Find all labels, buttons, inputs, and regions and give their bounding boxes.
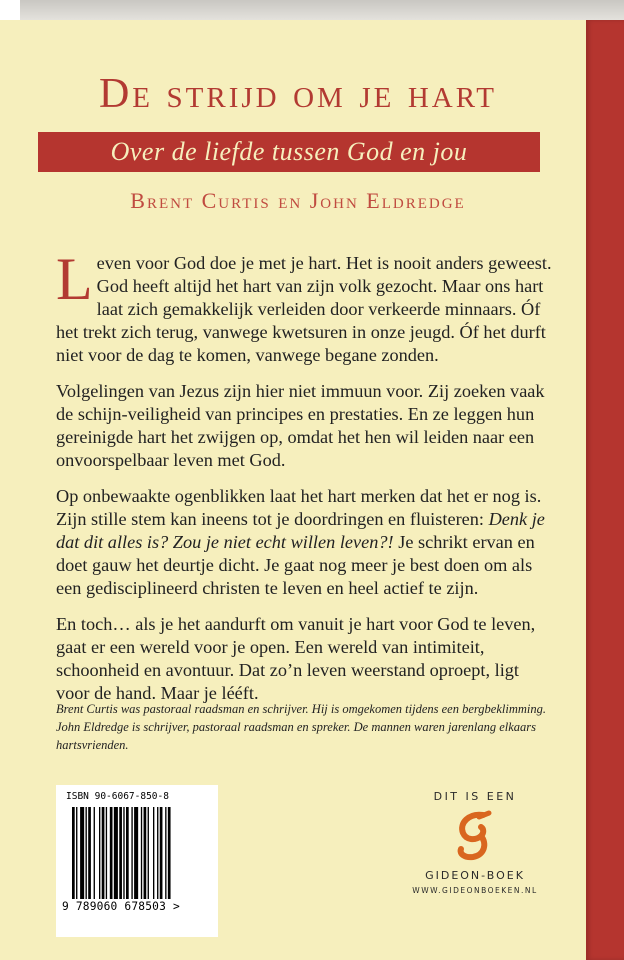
blurb-paragraph-1-text: even voor God doe je met je hart. Het is nooit anders geweest. God heeft altijd het hart van zijn volk gezocht. Maar ons hart laat zich gemakkelijk verleiden door verkeerde minnaars. Óf het trekt zich terug, vanwege kwetsuren in onze jeugd. Óf het durft niet voor de dag te komen, vanwege begane zonden.: [56, 253, 552, 365]
blurb-paragraph-3-quote: Denk je dat dit alles is? Zou je niet echt willen leven?!: [56, 509, 545, 552]
blurb-paragraph-3-end: Je schrikt ervan en doet gauw het deurtje dicht. Je gaat nog meer je best doen om als een gedisciplineerd christen te leven en heel actief te zijn.: [56, 532, 535, 598]
blurb-text: [56, 246, 552, 718]
page-edge: [20, 0, 624, 22]
publisher-name: GIDEON-BOEK: [425, 869, 525, 882]
blurb-paragraph-4: En toch… als je het aandurft om vanuit je hart voor God te leven, gaat er een wereld voor je open. Een wereld van intimiteit, schoonheid en avontuur. Dat zo’n leven weerstand oproept, ligt voor de hand. Maar je lééft.: [56, 614, 536, 703]
blurb-paragraph-3: [56, 485, 552, 600]
publisher-url: WWW.GIDEONBOEKEN.NL: [412, 886, 538, 895]
author-bio: Brent Curtis was pastoraal raadsman en schrijver. Hij is omgekomen tijdens een bergbeklimming. John Eldredge is schrijver, pastoraal raadsman en spreker. De mannen waren jarenlang elkaars hartsvrienden.: [56, 702, 547, 752]
book-title: De strijd om je hart: [98, 71, 498, 117]
gideon-g-logo-icon: [451, 809, 499, 865]
book-back-cover: [0, 20, 624, 960]
ean-number: 9 789060 678503 >: [62, 900, 180, 913]
blurb-paragraph-2: Volgelingen van Jezus zijn hier niet immuun voor. Zij zoeken vaak de schijn-veiligheid van principes en prestaties. En ze leggen hun gereinigde hart het zwijgen op, omdat het hen wil leiden naar een onvoorspelbaar leven met God.: [56, 381, 545, 470]
isbn-number: ISBN 90-6067-850-8: [66, 791, 169, 802]
blurb-paragraph-3-start: Op onbewaakte ogenblikken laat het hart merken dat het er nog is. Zijn stille stem kan ineens tot je doordringen en fluisteren:: [56, 486, 542, 529]
drop-cap: L: [56, 246, 93, 312]
book-authors: Brent Curtis en John Eldredge: [130, 188, 466, 213]
red-spine-stripe: [586, 20, 624, 960]
blurb-paragraph-1: [56, 246, 552, 367]
barcode-bars-icon: [72, 807, 204, 899]
publisher-intro: DIT IS EEN: [433, 790, 517, 803]
subtitle-band: [38, 132, 540, 172]
book-subtitle: Over de liefde tussen God en jou: [110, 137, 468, 166]
publisher-block: [400, 790, 550, 895]
barcode-label: [56, 785, 218, 937]
